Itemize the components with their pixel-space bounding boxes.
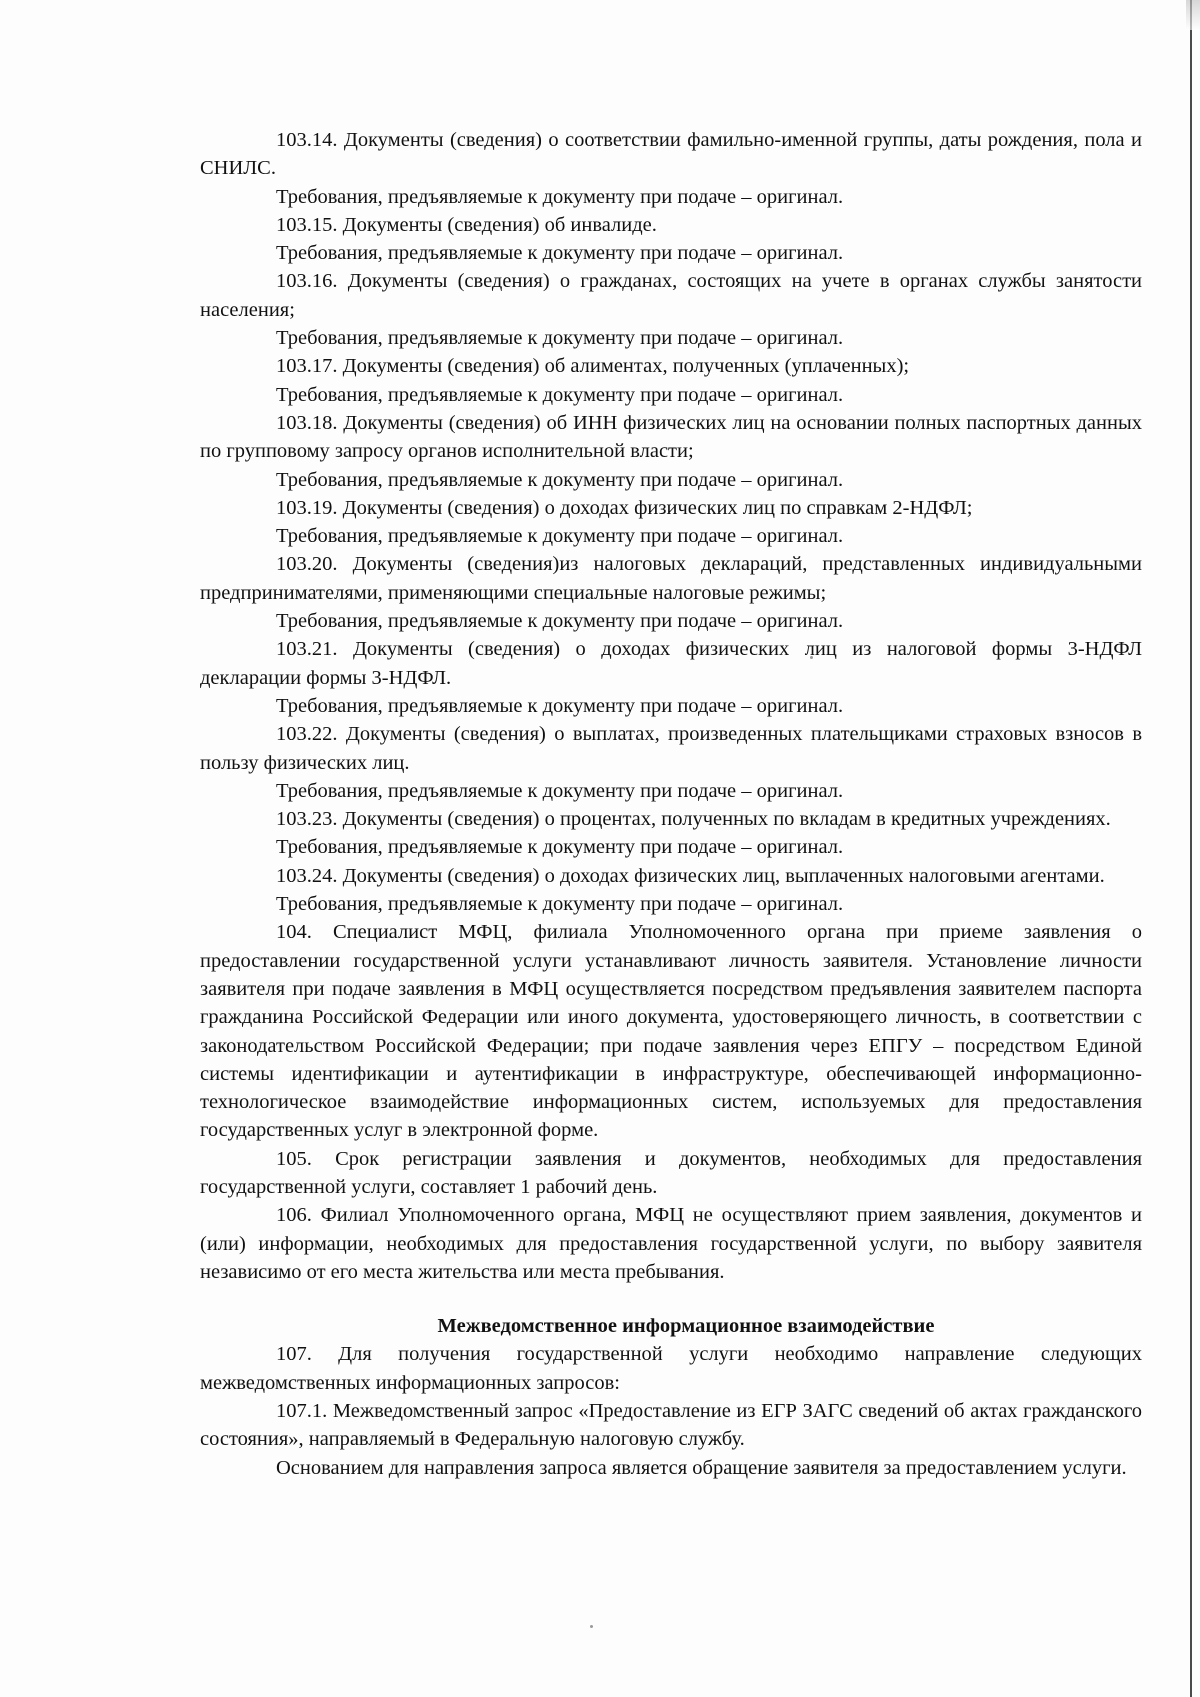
paragraph-106: 106. Филиал Уполномоченного органа, МФЦ не осуществляют прием заявления, документов и (или) информации, необходимых для предоставления государственной услуги, по выбору заявителя независимо от его места жительства или места пребывания. [200,1204,1142,1283]
scan-speck [590,1625,593,1628]
paragraph-103-20: 103.20. Документы (сведения)из налоговых деклараций, представленных индивидуальными предпринимателями, применяющими специальные налоговые режимы; [200,553,1142,604]
requirement-line: Требования, предъявляемые к документу при подаче – оригинал. [276,893,844,916]
section-heading: Межведомственное информационное взаимодействие [437,1315,935,1338]
paragraph-103-18: 103.18. Документы (сведения) об ИНН физических лиц на основании полных паспортных данных по групповому запросу органов исполнительной власти; [200,411,1142,463]
paragraph-103-16: 103.16. Документы (сведения) о гражданах, состоящих на учете в органах службы занятости населения; [200,270,1142,321]
paragraph-103-24: 103.24. Документы (сведения) о доходах физических лиц, выплаченных налоговыми агентами. [276,864,1105,887]
requirement-line: Требования, предъявляемые к документу при подаче – оригинал. [276,185,844,208]
requirement-line: Требования, предъявляемые к документу при подаче – оригинал. [276,383,844,406]
requirement-line: Требования, предъявляемые к документу при подаче – оригинал. [276,779,844,802]
scan-edge-shadow [1186,0,1200,30]
requirement-line: Требования, предъявляемые к документу при подаче – оригинал. [276,468,844,491]
requirement-line: Требования, предъявляемые к документу при подаче – оригинал. [276,327,844,350]
paragraph-103-19: 103.19. Документы (сведения) о доходах физических лиц по справкам 2-НДФЛ; [276,496,973,519]
paragraph-103-15: 103.15. Документы (сведения) об инвалиде. [276,213,657,236]
paragraph-103-17: 103.17. Документы (сведения) об алиментах, полученных (уплаченных); [276,355,910,378]
document-body [200,126,1142,1482]
paragraph-105: 105. Срок регистрации заявления и документов, необходимых для предоставления государственной услуги, составляет 1 рабочий день. [200,1147,1142,1198]
paragraph-103-14: 103.14. Документы (сведения) о соответствии фамильно-именной группы, даты рождения, пола и СНИЛС. [200,129,1142,180]
requirement-line: Требования, предъявляемые к документу при подаче – оригинал. [276,242,844,265]
requirement-line: Требования, предъявляемые к документу при подаче – оригинал. [276,694,844,717]
paragraph-107: 107. Для получения государственной услуги необходимо направление следующих межведомственных информационных запросов: [200,1343,1142,1394]
requirement-line: Требования, предъявляемые к документу при подаче – оригинал. [276,525,844,548]
paragraph-103-23: 103.23. Документы (сведения) о процентах, полученных по вкладам в кредитных учреждениях. [276,808,1111,831]
paragraph-103-21: 103.21. Документы (сведения) о доходах физических лиц из налоговой формы 3-НДФЛ декларации формы 3-НДФЛ. [200,638,1142,689]
paragraph-basis: Основанием для направления запроса является обращение заявителя за предоставлением услуги. [276,1456,1127,1479]
paragraph-103-22: 103.22. Документы (сведения) о выплатах, произведенных плательщиками страховых взносов в пользу физических лиц. [200,723,1142,774]
requirement-line: Требования, предъявляемые к документу при подаче – оригинал. [276,836,844,859]
scan-edge-line [1190,0,1192,1697]
requirement-line: Требования, предъявляемые к документу при подаче – оригинал. [276,610,844,633]
paragraph-107-1: 107.1. Межведомственный запрос «Предоставление из ЕГР ЗАГС сведений об актах гражданского состояния», направляемый в Федеральную налоговую службу. [200,1400,1142,1451]
paragraph-104: 104. Специалист МФЦ, филиала Уполномоченного органа при приеме заявления о предоставлении государственной услуги устанавливают личность заявителя. Установление личности заявителя при подаче заявления в МФЦ осуществляется посредством предъявления заявителем паспорта гражданина Российской Федерации или иного документа, удостоверяющего личность, в соответствии с законодательством Российской Федерации; при подаче заявления через ЕПГУ – посредством Единой системы идентификации и аутентификации в инфраструктуре, обеспечивающей информационно-технологическое взаимодействие информационных систем, используемых для предоставления государственных услуг в электронной форме. [200,921,1142,1142]
